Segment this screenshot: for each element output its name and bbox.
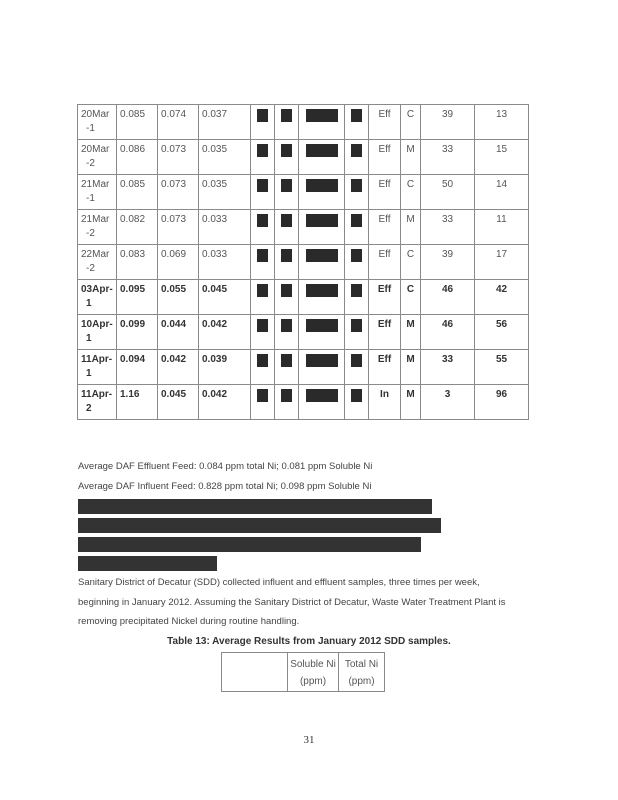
redacted-cell <box>306 389 338 402</box>
date-label: 21Mar <box>81 179 110 190</box>
redacted-cell <box>351 284 362 297</box>
type-cell <box>401 385 421 420</box>
redacted-column <box>275 210 299 245</box>
redacted-cell <box>257 249 268 262</box>
date-cell <box>78 280 117 315</box>
type-cell <box>401 315 421 350</box>
redacted-cell <box>351 249 362 262</box>
date-cell <box>78 140 117 175</box>
redacted-column <box>345 245 369 280</box>
date-cell <box>78 315 117 350</box>
value-cell <box>199 385 251 420</box>
redacted-block <box>78 537 421 552</box>
redacted-cell <box>257 179 268 192</box>
date-suffix: -2 <box>86 228 95 239</box>
redacted-column <box>299 175 345 210</box>
value-3: 0.042 <box>202 389 228 400</box>
value-1: 1.16 <box>120 389 140 400</box>
count-2: 14 <box>495 179 508 190</box>
count-cell <box>475 105 529 140</box>
paragraph-line: Sanitary District of Decatur (SDD) collected influent and effluent samples, three times per week, <box>78 577 480 588</box>
value-3: 0.033 <box>202 249 228 260</box>
redacted-column <box>251 140 275 175</box>
location-cell <box>369 140 401 175</box>
count-cell <box>475 350 529 385</box>
value-cell <box>158 245 199 280</box>
value-3: 0.035 <box>202 179 228 190</box>
date-cell <box>78 175 117 210</box>
count-cell <box>421 315 475 350</box>
location-cell <box>369 105 401 140</box>
redacted-cell <box>281 214 292 227</box>
location-cell <box>369 245 401 280</box>
redacted-column <box>345 350 369 385</box>
redacted-cell <box>351 214 362 227</box>
sample-type: M <box>406 354 415 365</box>
redacted-column <box>275 105 299 140</box>
redacted-block <box>78 556 217 571</box>
redacted-column <box>251 385 275 420</box>
value-cell <box>117 105 158 140</box>
value-2: 0.044 <box>161 319 187 330</box>
sample-type: C <box>406 284 415 295</box>
count-2: 15 <box>495 144 508 155</box>
location: Eff <box>378 109 391 120</box>
redacted-column <box>251 315 275 350</box>
value-cell <box>199 315 251 350</box>
empty-header-cell <box>222 653 288 692</box>
redacted-cell <box>257 284 268 297</box>
redacted-cell <box>257 319 268 332</box>
value-1: 0.099 <box>120 319 146 330</box>
count-cell <box>475 175 529 210</box>
value-cell <box>158 210 199 245</box>
count-2: 42 <box>495 284 508 295</box>
redacted-cell <box>281 319 292 332</box>
redacted-column <box>299 245 345 280</box>
value-2: 0.055 <box>161 284 187 295</box>
sample-type: C <box>406 249 415 260</box>
value-cell <box>199 175 251 210</box>
value-2: 0.069 <box>161 249 187 260</box>
redacted-column <box>275 245 299 280</box>
redacted-column <box>251 105 275 140</box>
count-cell <box>421 245 475 280</box>
redacted-column <box>275 280 299 315</box>
sample-type: M <box>406 214 415 225</box>
table-row <box>78 210 529 245</box>
location-cell <box>369 315 401 350</box>
location-cell <box>369 280 401 315</box>
value-1: 0.085 <box>120 109 146 120</box>
redacted-cell <box>351 319 362 332</box>
value-cell <box>158 350 199 385</box>
value-cell <box>117 175 158 210</box>
count-1: 33 <box>441 214 454 225</box>
redacted-cell <box>306 179 338 192</box>
value-3: 0.035 <box>202 144 228 155</box>
date-label: 21Mar <box>81 214 110 225</box>
location-cell <box>369 210 401 245</box>
table-caption: Table 13: Average Results from January 2012 SDD samples. <box>167 636 451 647</box>
sample-type: C <box>406 109 415 120</box>
date-label: 22Mar <box>81 249 110 260</box>
value-cell <box>199 245 251 280</box>
table-row <box>78 105 529 140</box>
redacted-cell <box>257 144 268 157</box>
value-cell <box>117 315 158 350</box>
type-cell <box>401 140 421 175</box>
page-number: 31 <box>303 734 315 746</box>
value-cell <box>117 280 158 315</box>
redacted-cell <box>306 214 338 227</box>
nickel-results-table <box>77 104 529 420</box>
value-2: 0.074 <box>161 109 187 120</box>
value-1: 0.083 <box>120 249 146 260</box>
value-1: 0.085 <box>120 179 146 190</box>
redacted-column <box>299 385 345 420</box>
redacted-cell <box>306 354 338 367</box>
redacted-cell <box>306 249 338 262</box>
count-1: 50 <box>441 179 454 190</box>
redacted-column <box>251 350 275 385</box>
table-row <box>78 175 529 210</box>
date-cell <box>78 245 117 280</box>
value-2: 0.073 <box>161 214 187 225</box>
count-1: 33 <box>441 354 454 365</box>
value-3: 0.042 <box>202 319 228 330</box>
value-cell <box>158 140 199 175</box>
value-2: 0.042 <box>161 354 187 365</box>
value-cell <box>158 385 199 420</box>
value-cell <box>117 210 158 245</box>
count-1: 46 <box>441 319 454 330</box>
location: In <box>380 389 389 400</box>
sample-type: C <box>406 179 415 190</box>
redacted-column <box>251 245 275 280</box>
count-2: 96 <box>495 389 508 400</box>
count-cell <box>421 140 475 175</box>
value-cell <box>117 385 158 420</box>
redacted-cell <box>281 284 292 297</box>
type-cell <box>401 245 421 280</box>
table-row <box>78 350 529 385</box>
count-cell <box>421 105 475 140</box>
date-label: 20Mar <box>81 144 110 155</box>
date-label: 20Mar <box>81 109 110 120</box>
redacted-cell <box>351 179 362 192</box>
date-label: 11Apr- <box>81 354 113 365</box>
redacted-cell <box>306 109 338 122</box>
count-2: 17 <box>495 249 508 260</box>
redacted-column <box>299 350 345 385</box>
redacted-cell <box>281 389 292 402</box>
value-cell <box>199 210 251 245</box>
sdd-averages-table <box>221 652 385 692</box>
redacted-cell <box>306 319 338 332</box>
redacted-cell <box>257 109 268 122</box>
value-1: 0.094 <box>120 354 146 365</box>
redacted-block <box>78 499 432 514</box>
value-cell <box>158 315 199 350</box>
redacted-cell <box>257 354 268 367</box>
value-1: 0.086 <box>120 144 146 155</box>
date-suffix: -1 <box>86 193 95 204</box>
redacted-column <box>275 140 299 175</box>
redacted-column <box>275 385 299 420</box>
date-suffix: -2 <box>86 158 95 169</box>
value-3: 0.045 <box>202 284 228 295</box>
redacted-column <box>275 175 299 210</box>
location: Eff <box>377 354 392 365</box>
redacted-column <box>299 105 345 140</box>
type-cell <box>401 210 421 245</box>
soluble-ni-unit: (ppm) <box>299 676 327 687</box>
count-1: 33 <box>441 144 454 155</box>
value-cell <box>117 350 158 385</box>
redacted-block <box>78 518 441 533</box>
count-cell <box>475 385 529 420</box>
value-2: 0.073 <box>161 144 187 155</box>
date-cell <box>78 385 117 420</box>
count-1: 3 <box>444 389 451 400</box>
count-cell <box>475 245 529 280</box>
date-cell <box>78 350 117 385</box>
value-cell <box>117 245 158 280</box>
avg-effluent-line: Average DAF Effluent Feed: 0.084 ppm total Ni; 0.081 ppm Soluble Ni <box>78 461 373 472</box>
redacted-column <box>251 210 275 245</box>
count-cell <box>475 315 529 350</box>
paragraph-line: beginning in January 2012. Assuming the Sanitary District of Decatur, Waste Water Treatment Plant is <box>78 597 506 608</box>
value-cell <box>158 280 199 315</box>
total-ni-header <box>339 653 385 692</box>
date-suffix: 2 <box>86 403 92 414</box>
redacted-column <box>345 280 369 315</box>
count-cell <box>421 175 475 210</box>
redacted-column <box>299 210 345 245</box>
redacted-column <box>345 315 369 350</box>
redacted-cell <box>281 354 292 367</box>
redacted-cell <box>281 179 292 192</box>
count-cell <box>421 350 475 385</box>
location: Eff <box>378 249 391 260</box>
type-cell <box>401 280 421 315</box>
value-2: 0.073 <box>161 179 187 190</box>
redacted-cell <box>306 284 338 297</box>
count-cell <box>421 280 475 315</box>
table-row <box>78 315 529 350</box>
redacted-cell <box>306 144 338 157</box>
count-cell <box>421 385 475 420</box>
redacted-column <box>299 140 345 175</box>
type-cell <box>401 350 421 385</box>
soluble-ni-label: Soluble Ni <box>290 659 336 670</box>
date-label: 11Apr- <box>81 389 113 400</box>
date-cell <box>78 210 117 245</box>
redacted-column <box>299 315 345 350</box>
count-1: 46 <box>441 284 454 295</box>
location: Eff <box>377 319 392 330</box>
location-cell <box>369 385 401 420</box>
date-label: 03Apr- <box>81 284 113 295</box>
redacted-cell <box>351 354 362 367</box>
location: Eff <box>378 179 391 190</box>
date-suffix: 1 <box>86 333 92 344</box>
count-1: 39 <box>441 109 454 120</box>
count-2: 56 <box>495 319 508 330</box>
date-suffix: 1 <box>86 298 92 309</box>
value-cell <box>199 350 251 385</box>
sample-type: M <box>406 144 415 155</box>
value-3: 0.033 <box>202 214 228 225</box>
table-row <box>78 280 529 315</box>
count-cell <box>421 210 475 245</box>
date-suffix: 1 <box>86 368 92 379</box>
redacted-cell <box>257 214 268 227</box>
avg-influent-line: Average DAF Influent Feed: 0.828 ppm total Ni; 0.098 ppm Soluble Ni <box>78 481 372 492</box>
count-2: 11 <box>496 214 507 225</box>
value-cell <box>199 280 251 315</box>
date-suffix: -1 <box>86 123 95 134</box>
value-3: 0.039 <box>202 354 228 365</box>
sample-type: M <box>406 389 415 400</box>
type-cell <box>401 175 421 210</box>
count-1: 39 <box>441 249 454 260</box>
date-cell <box>78 105 117 140</box>
type-cell <box>401 105 421 140</box>
redacted-cell <box>257 389 268 402</box>
value-cell <box>199 140 251 175</box>
table-row <box>78 140 529 175</box>
redacted-column <box>345 105 369 140</box>
table-row <box>78 245 529 280</box>
value-cell <box>199 105 251 140</box>
redacted-cell <box>281 144 292 157</box>
value-1: 0.082 <box>120 214 146 225</box>
sample-type: M <box>406 319 415 330</box>
value-cell <box>117 140 158 175</box>
value-1: 0.095 <box>120 284 146 295</box>
redacted-cell <box>351 389 362 402</box>
redacted-column <box>275 350 299 385</box>
redacted-column <box>251 175 275 210</box>
total-ni-label: Total Ni <box>344 659 379 670</box>
redacted-column <box>345 140 369 175</box>
value-2: 0.045 <box>161 389 187 400</box>
count-cell <box>475 140 529 175</box>
location: Eff <box>377 284 392 295</box>
location-cell <box>369 350 401 385</box>
redacted-cell <box>351 144 362 157</box>
date-suffix: -2 <box>86 263 95 274</box>
paragraph-line: removing precipitated Nickel during routine handling. <box>78 616 300 627</box>
location: Eff <box>378 144 391 155</box>
redacted-column <box>345 385 369 420</box>
count-cell <box>475 280 529 315</box>
count-2: 55 <box>495 354 508 365</box>
redacted-column <box>275 315 299 350</box>
redacted-column <box>345 175 369 210</box>
count-cell <box>475 210 529 245</box>
redacted-cell <box>281 109 292 122</box>
redacted-column <box>251 280 275 315</box>
total-ni-unit: (ppm) <box>348 676 375 687</box>
redacted-column <box>299 280 345 315</box>
date-label: 10Apr- <box>81 319 113 330</box>
location-cell <box>369 175 401 210</box>
redacted-column <box>345 210 369 245</box>
table-row <box>78 385 529 420</box>
value-3: 0.037 <box>202 109 228 120</box>
value-cell <box>158 105 199 140</box>
location: Eff <box>378 214 391 225</box>
count-2: 13 <box>495 109 508 120</box>
redacted-cell <box>351 109 362 122</box>
soluble-ni-header <box>288 653 339 692</box>
redacted-cell <box>281 249 292 262</box>
value-cell <box>158 175 199 210</box>
